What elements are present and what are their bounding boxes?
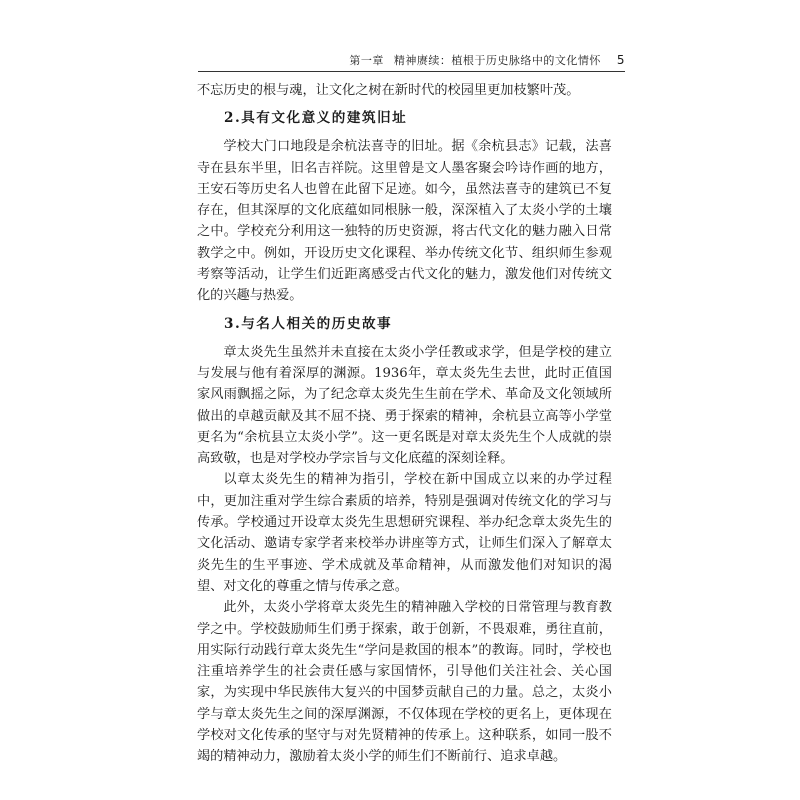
page-number: 5 bbox=[616, 53, 625, 67]
paragraph-daily-practice: 此外，太炎小学将章太炎先生的精神融入学校的日常管理与教育教学之中。学校鼓励师生们勇于探索，敢于创新，不畏艰难，勇往直前，用实际行动践行章太炎先生“学问是救国的根本”的教诲。同时，学校也注重培养学生的社会责任感与家国情怀，引导他们关注社会、关心国家，为实现中华民族伟大复兴的中国梦贡献自己的力量。总之，太炎小学与章太炎先生之间的深厚渊源，不仅体现在学校的更名上，更体现在学校对文化传承的坚守与对先贤精神的传承上。这种联系，如同一股不竭的精神动力，激励着太炎小学的师生们不断前行、追求卓越。 bbox=[197, 600, 612, 765]
paragraph-zhang-taiyan-origin: 章太炎先生虽然并未直接在太炎小学任教或求学，但是学校的建立与发展与他有着深厚的渊源。1936年，章太炎先生去世，此时正值国家风雨飘摇之际，为了纪念章太炎先生生前在学术、革命及文化领域所做出的卓越贡献及其不屈不挠、勇于探索的精神，余杭县立高等小学堂更名为“余杭县立太炎小学”。这一更名既是对章太炎先生个人成就的崇高致敬，也是对学校办学宗旨与文化底蕴的深刻诠释。 bbox=[197, 344, 612, 467]
page-body bbox=[197, 80, 612, 768]
paragraph-faxi-temple: 学校大门口地段是余杭法喜寺的旧址。据《余杭县志》记载，法喜寺在县东半里，旧名吉祥院。这里曾是文人墨客聚会吟诗作画的地方，王安石等历史名人也曾在此留下足迹。如今，虽然法喜寺的建筑已不复存在，但其深厚的文化底蕴如同根脉一般，深深植入了太炎小学的土壤之中。学校充分利用这一独特的历史资源，将古代文化的魅力融入日常教学之中。例如，开设历史文化课程、举办传统文化节、组织师生参观考察等活动，让学生们近距离感受古代文化的魅力，激发他们对传统文化的兴趣与热爱。 bbox=[197, 139, 612, 304]
chapter-title: 精神赓续：植根于历史脉络中的文化情怀 bbox=[393, 54, 601, 67]
chapter-label: 第一章 bbox=[349, 54, 384, 67]
paragraph-spirit-guidance: 以章太炎先生的精神为指引，学校在新中国成立以来的办学过程中，更加注重对学生综合素质的培养，特别是强调对传统文化的学习与传承。学校通过开设章太炎先生思想研究课程、举办纪念章太炎先生的文化活动、邀请专家学者来校举办讲座等方式，让师生们深入了解章太炎先生的生平事迹、学术成就及革命精神，从而激发他们对知识的渴望、对文化的尊重之情与传承之意。 bbox=[197, 472, 612, 594]
section-heading-buildings: 2.具有文化意义的建筑旧址 bbox=[224, 110, 408, 127]
running-header bbox=[180, 50, 625, 70]
section-heading-history: 3.与名人相关的历史故事 bbox=[224, 315, 393, 332]
header-rule bbox=[198, 71, 625, 72]
paragraph-continued: 不忘历史的根与魂，让文化之树在新时代的校园里更加枝繁叶茂。 bbox=[197, 83, 580, 98]
